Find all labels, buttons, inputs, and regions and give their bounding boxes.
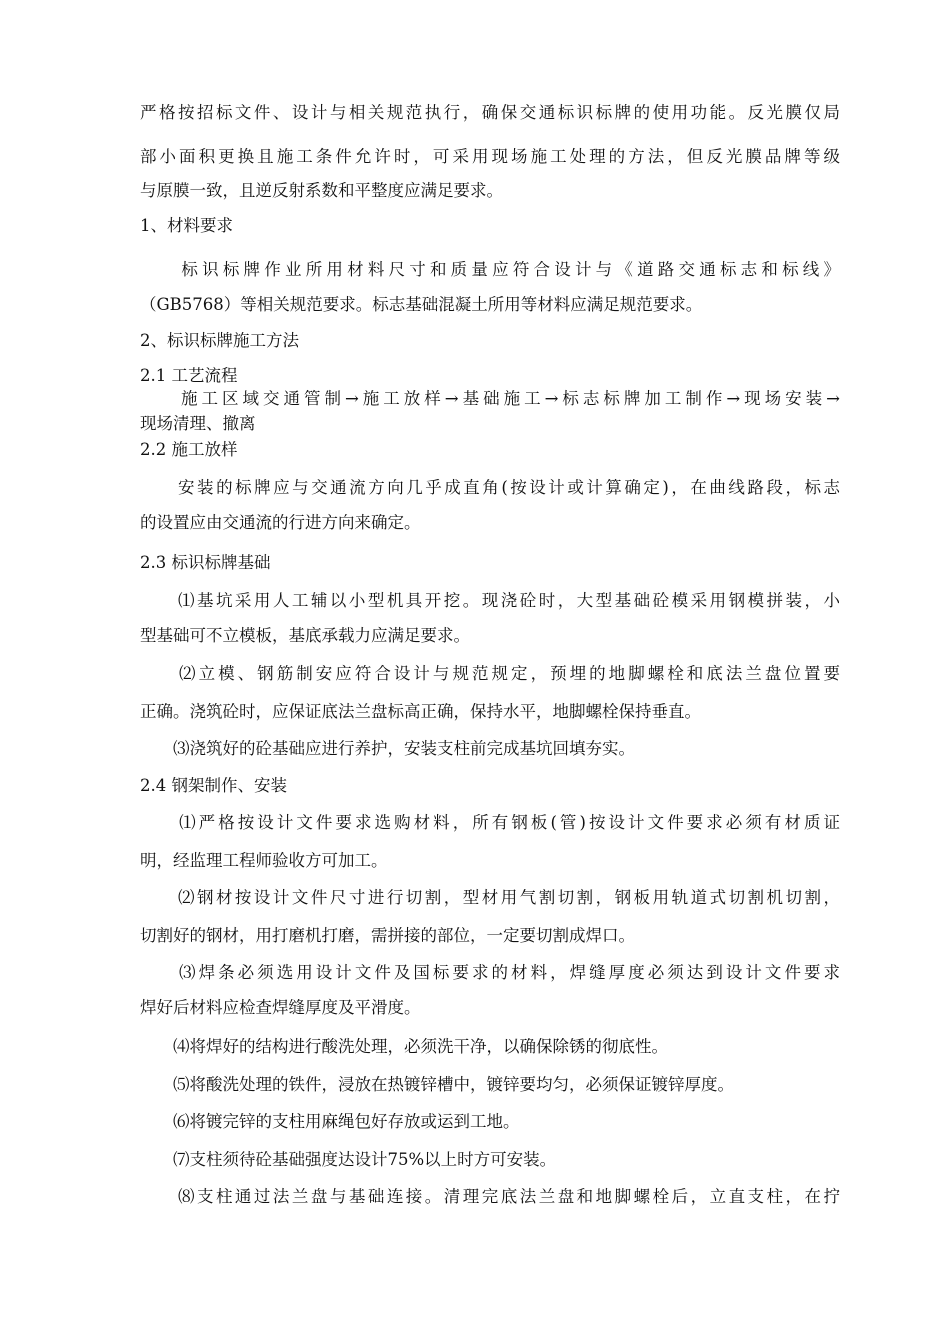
subsection-heading: 2.4 钢架制作、安装 [140,776,287,795]
paragraph-line: 明，经监理工程师验收方可加工。 [140,851,388,870]
paragraph-line: ⑵钢材按设计文件尺寸进行切割，型材用气割切割，钢板用轨道式切割机切割， [140,888,840,907]
paragraph-line: ⑸将酸洗处理的铁件，浸放在热镀锌槽中，镀锌要均匀，必须保证镀锌厚度。 [140,1075,734,1094]
paragraph-line: ⑹将镀完锌的支柱用麻绳包好存放或运到工地。 [140,1112,520,1131]
paragraph-line: 施工区域交通管制→施工放样→基础施工→标志标牌加工制作→现场安装→ [140,389,840,408]
section-heading: 1、材料要求 [140,216,233,235]
paragraph-line: 正确。浇筑砼时，应保证底法兰盘标高正确，保持水平，地脚螺栓保持垂直。 [140,702,701,721]
subsection-heading: 2.3 标识标牌基础 [140,553,271,572]
paragraph-line: 标识标牌作业所用材料尺寸和质量应符合设计与《道路交通标志和标线》 [140,260,840,279]
section-heading: 2、标识标牌施工方法 [140,331,299,350]
paragraph-line: ⑻支柱通过法兰盘与基础连接。清理完底法兰盘和地脚螺栓后，立直支柱，在拧 [140,1187,840,1206]
paragraph-line: 与原膜一致，且逆反射系数和平整度应满足要求。 [140,181,503,200]
paragraph-line: ⑴基坑采用人工辅以小型机具开挖。现浇砼时，大型基础砼模采用钢模拼装，小 [140,591,840,610]
paragraph-line: ⑶焊条必须选用设计文件及国标要求的材料，焊缝厚度必须达到设计文件要求 [140,963,840,982]
subsection-heading: 2.2 施工放样 [140,440,238,459]
paragraph-line: ⑷将焊好的结构进行酸洗处理，必须洗干净，以确保除锈的彻底性。 [140,1037,668,1056]
paragraph-line: 安装的标牌应与交通流方向几乎成直角(按设计或计算确定)，在曲线路段，标志 [140,478,840,497]
subsection-heading: 2.1 工艺流程 [140,366,238,385]
paragraph-line: 严格按招标文件、设计与相关规范执行，确保交通标识标牌的使用功能。反光膜仅局 [140,103,840,122]
paragraph-line: ⑵立模、钢筋制安应符合设计与规范规定，预埋的地脚螺栓和底法兰盘位置要 [140,664,840,683]
paragraph-line: 切割好的钢材，用打磨机打磨，需拼接的部位，一定要切割成焊口。 [140,926,635,945]
paragraph-line: ⑴严格按设计文件要求选购材料，所有钢板(管)按设计文件要求必须有材质证 [140,813,840,832]
paragraph-line: 部小面积更换且施工条件允许时，可采用现场施工处理的方法，但反光膜品牌等级 [140,147,840,166]
paragraph-line: 现场清理、撤离 [140,414,256,433]
paragraph-line: 的设置应由交通流的行进方向来确定。 [140,513,421,532]
paragraph-line: ⑺支柱须待砼基础强度达设计75%以上时方可安装。 [140,1150,557,1169]
paragraph-line: 型基础可不立模板，基底承载力应满足要求。 [140,626,470,645]
paragraph-line: ⑶浇筑好的砼基础应进行养护，安装支柱前完成基坑回填夯实。 [140,739,635,758]
paragraph-line: 焊好后材料应检查焊缝厚度及平滑度。 [140,998,421,1017]
paragraph-line: （GB5768）等相关规范要求。标志基础混凝土所用等材料应满足规范要求。 [140,295,703,314]
